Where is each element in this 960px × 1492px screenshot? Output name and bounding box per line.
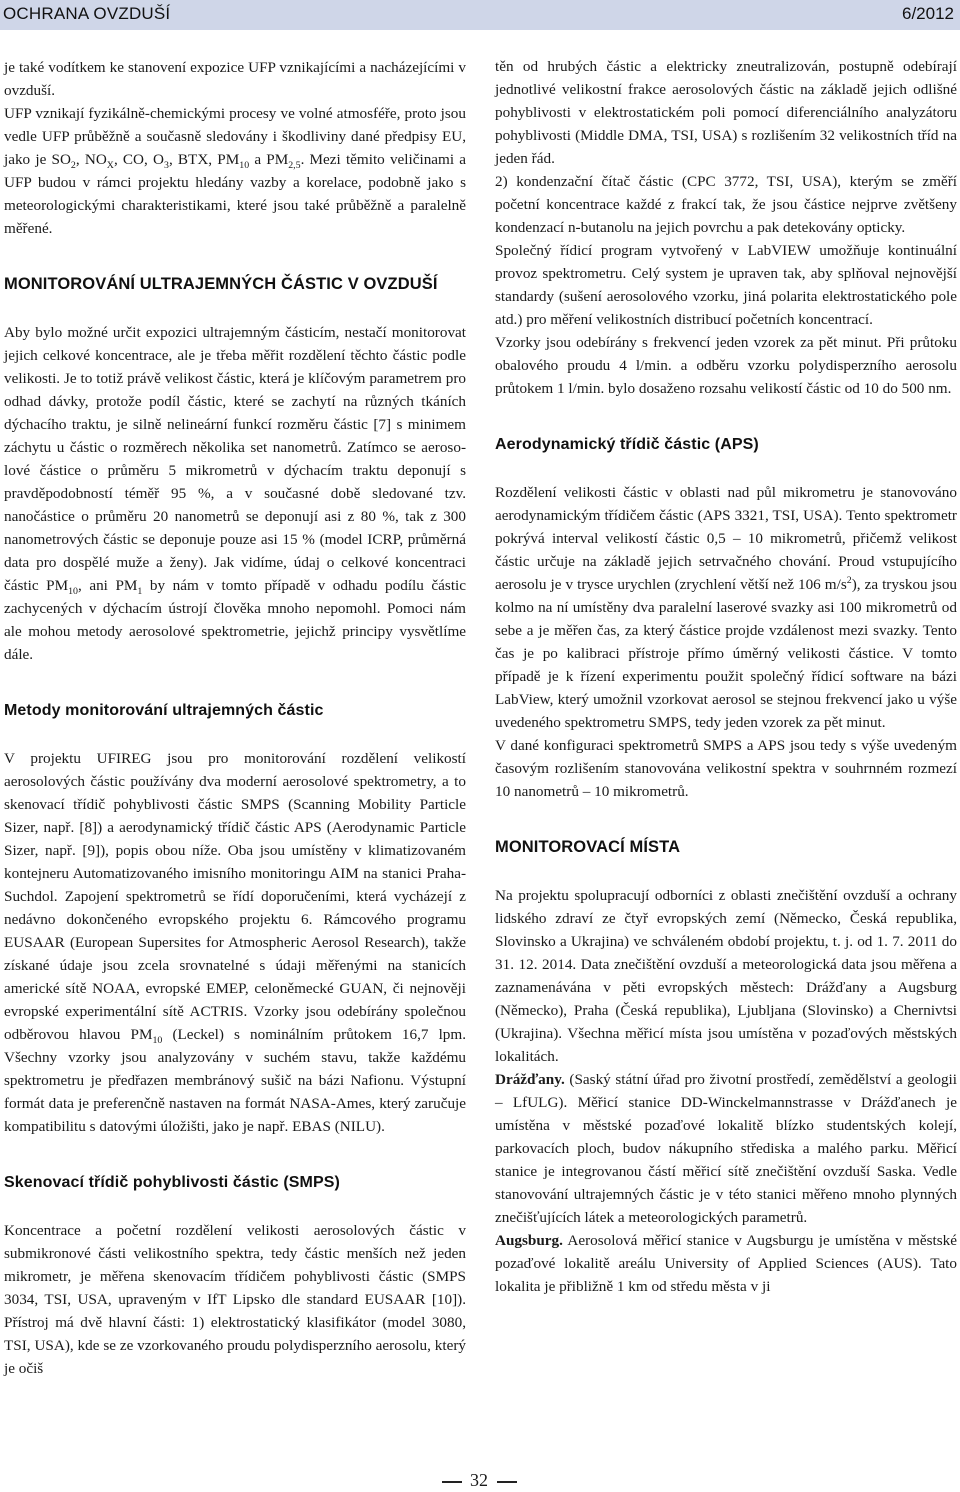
section-heading: Aerodynamický třídič částic (APS) bbox=[495, 436, 759, 453]
paragraph: Koncentrace a početní rozdělení velikosti aerosolových částic v submikronové části velikostního spektra, tedy částic menších než jeden mikrometr, je měřena skenovacím třídičem pohyblivosti částic (SMPS 3034, TSI, USA, upraveným v IfT Lipsko dle standard EUSAAR [10]). Přístroj má dvě hlavní části: 1) elektrostatický klasifikátor (model 3080, TSI, USA), kde se ze vzorkovaného proudu polydisperzního aerosolu, který je očiš bbox=[4, 1222, 466, 1377]
page-footer bbox=[0, 1470, 960, 1492]
left-column bbox=[4, 56, 466, 1380]
section-heading: MONITOROVACÍ MÍSTA bbox=[495, 838, 681, 856]
page-header bbox=[0, 0, 960, 30]
paragraph: Vzorky jsou odebírány s frekvencí jeden vzorek za pět minut. Při průtoku obalového proudu 4 l/min. a odběru vzorku polydisperzního aerosolu průtokem 1 l/min. bylo dosaženo rozsahu velikostí částic od 10 do 500 nm. bbox=[495, 334, 957, 397]
paragraph: Rozdělení velikosti částic v oblasti nad půl mikrometru je stanovováno aerodynamickým třídičem částic (APS 3321, TSI, USA). Tento spektrometr pokrývá interval velikostí částic 0,5 – 10 mikrometrů, přičemž velikost částic určuje na základě jejich setrvačného chování. Proud vstupujícího aerosolu je v trysce urychlen (zrychlení větší než 106 $m/s^2$), za tryskou jsou kolmo na ní umístěny dva paralelní laserové svazky asi 100 mikrometrů od sebe a je měřen čas, za který částice projde vzdálenost mezi svazky. Tento čas je po kalibraci přístroje přímo úměrný velikosti částice. V tomto případě je k řízení experimentu použit společný řídicí software na bázi LabView, který umožnil vzorkovat aerosol se stejnou frekvencí jako u výše uvedeného spektrometru SMPS, tedy jeden vzorek za pět minut. bbox=[495, 484, 958, 731]
right-column bbox=[495, 55, 957, 1298]
section-heading: Metody monitorování ultrajemných částic bbox=[4, 702, 324, 719]
paragraph: Společný řídicí program vytvořený v LabVIEW umožňuje kontinuální provoz spektrometru. Celý system je upraven tak, aby splňoval nejnovější standardy (sušení aerosolového vzorku, jiná polarita elektrostatického pole atd.) pro měření velikostních distribucí početních koncentrací. bbox=[495, 242, 957, 328]
paragraph: Na projektu spolupracují odborníci z oblasti znečištění ovzduší a ochrany lidského zdraví ze čtyř evropských zemí (Německo, Česká republika, Slovinsko a Ukrajina) ve schváleném období projektu, t. j. od 1. 7. 2011 do 31. 12. 2014. Data znečištění ovzduší a meteorologická data jsou měřena a zaznamenávána v pěti evropských městech: Drážďany a Augsburg (Německo), Praha (Česká republika), Ljubljana (Slovinsko) a Chernivtsi (Ukrajina). Všechna měřicí místa jsou umístěna v pozaďových městských lokalitách. bbox=[495, 887, 957, 1065]
page-number: 32 bbox=[470, 1470, 488, 1490]
paragraph: V projektu UFIREG jsou pro monitorování rozdělení velikostí aerosolových částic používány dva moderní aerosolové spektrometry, a to skenovací třídič pohyblivosti částic SMPS (Scanning Mobility Particle Sizer, např. [8]) a aerodynamický třídič částic APS (Aerodynamic Particle Sizer, např. [9]), popis obou níže. Oba jsou umístěny v klimatizovaném kontejneru Automatizovaného imisního monitoringu AIM na stanici Praha-Suchdol. Zapojení spektrometrů se řídí doporučeními, která vycházejí z nedávno dokončeného evropského projektu 6. Rámcového programu EUSAAR (European Supersites for Atmospheric Aerosol Research), takže získané údaje jsou zcela srovnatelné s údaji měřenými na stanicích americké sítě NOAA, evropské EMEP, celoněmecké GUAN, či nejnověji evropské experimentální sítě ACTRIS. Vzorky jsou odebírány společnou odběrovou hlavou $PM_{10}$ (Leckel) s nominálním průtokem 16,7 lpm. Všechny vzorky jsou analyzovány v suchém stavu, takže každému spektrometru je předřazen membránový sušič na bázi Nafionu. Výstupní formát data je preferenčně nastaven na formát NASA-Ames, který zaručuje kompatibilitu s datovými úložišti, jako je např. EBAS (NILU). bbox=[4, 750, 466, 1135]
paragraph: Aby bylo možné určit expozici ultrajemným částicím, nestačí monitorovat jejich celkové koncentrace, ale je třeba měřit rozdělení těchto částic podle velikosti. Je to totiž právě velikost částic, která je klíčovým parametrem pro odhad dávky, protože podíl částic, které se zachytí na různých tkáních dýchacího traktu, je silně nelineární funkcí rozměru částic [7] s minimem záchytu u částic o rozměrech několika set nanometrů. Zatímco se aerosolové částice o průměru 5 mikrometrů v dýchacím traktu deponují s pravděpodobností téměř 95 %, a v současné době sledované tzv. nanočástice o průměru 20 nanometrů se deponují asi z 80 %, tak z 300 nanometrových částic se deponuje pouze asi 15 % (model ICRP, průměrná data pro dospělé muže a ženy). Jak vidíme, údaj o celkové koncentraci částic $PM_{10}$, ani $PM_1$ by nám v tomto případě v odhadu podílu částic zachycených v dýchacím ústrojí člověka mnoho nepomohl. Pomoci nám ale mohou metody aerosolové spektrometrie, jejichž principy vysvětlíme dále. bbox=[4, 324, 466, 663]
section-heading: MONITOROVÁNÍ ULTRAJEMNÝCH ČÁSTIC V OVZDUŠÍ bbox=[4, 275, 438, 293]
issue-number: 6/2012 bbox=[902, 4, 954, 23]
section-heading: Skenovací třídič pohyblivosti částic (SMPS) bbox=[4, 1174, 340, 1191]
paragraph: UFP vznikají fyzikálně-chemickými procesy ve volné atmosféře, proto jsou vedle UFP průběžně a současně sledovány i škodliviny dané předpisy EU, jako je $SO_2$, $NO_X$, CO, $O_3$, BTX, $PM_{10}$ a $PM_{2,5}$. Mezi těmito veličinami a UFP budou v rámci projektu hledány vazby a korelace, podobně jako s meteorologickými charakteristikami, které jsou také průběžně a paralelně měřené. bbox=[4, 105, 466, 237]
paragraph: je také vodítkem ke stanovení expozice UFP vznikajícími a nacházejícími v ovzduší. bbox=[4, 59, 466, 99]
paragraph: Drážďany. (Saský státní úřad pro životní prostředí, zemědělství a geologii – LfULG). Měřicí stanice DD-Winckelmannstrasse v Drážďanech je umístěna v městské pozaďové lokalitě blízko studentských kolejí, parkovacích ploch, budov nákupního střediska a malého parku. Měřicí stanice je integrovanou částí měřicí sítě znečištění ovzduší Saska. Vedle stanovování ultrajemných částic je v této stanici měřeno mnoho plynných znečišťujících látek a meteorologických parametrů. bbox=[495, 1071, 957, 1226]
footer-rule-left bbox=[442, 1481, 462, 1483]
paragraph: těn od hrubých částic a elektricky zneutralizován, postupně odebírají jednotlivé velikostní frakce aerosolových částic na základě jejich odlišné pohyblivosti v elektrostatickém poli pomocí diferenciálního analyzátoru pohyblivosti (Middle DMA, TSI, USA) s rozlišením 32 velikostních tříd na jeden řád. bbox=[495, 58, 957, 167]
paragraph: Augsburg. Aerosolová měřicí stanice v Augsburgu je umístěna v městské pozaďové lokalitě areálu University of Applied Sciences (AUS). Tato lokalita je přibližně 1 km od středu města v ji bbox=[495, 1232, 957, 1295]
journal-title: OCHRANA OVZDUŠÍ bbox=[3, 4, 171, 23]
paragraph: V dané konfiguraci spektrometrů SMPS a APS jsou tedy s výše uvedeným časovým rozlišením stanovována velikostní spektra v souhrnném rozmezí 10 nanometrů – 10 mikrometrů. bbox=[495, 737, 957, 800]
paragraph: 2) kondenzační čítač částic (CPC 3772, TSI, USA), kterým se změří početní koncentrace každé z frakcí tak, že jsou částice nejprve zvětšeny kondenzací n-butanolu na jejich povrchu a pak detekovány opticky. bbox=[495, 173, 957, 236]
footer-rule-right bbox=[497, 1481, 517, 1483]
